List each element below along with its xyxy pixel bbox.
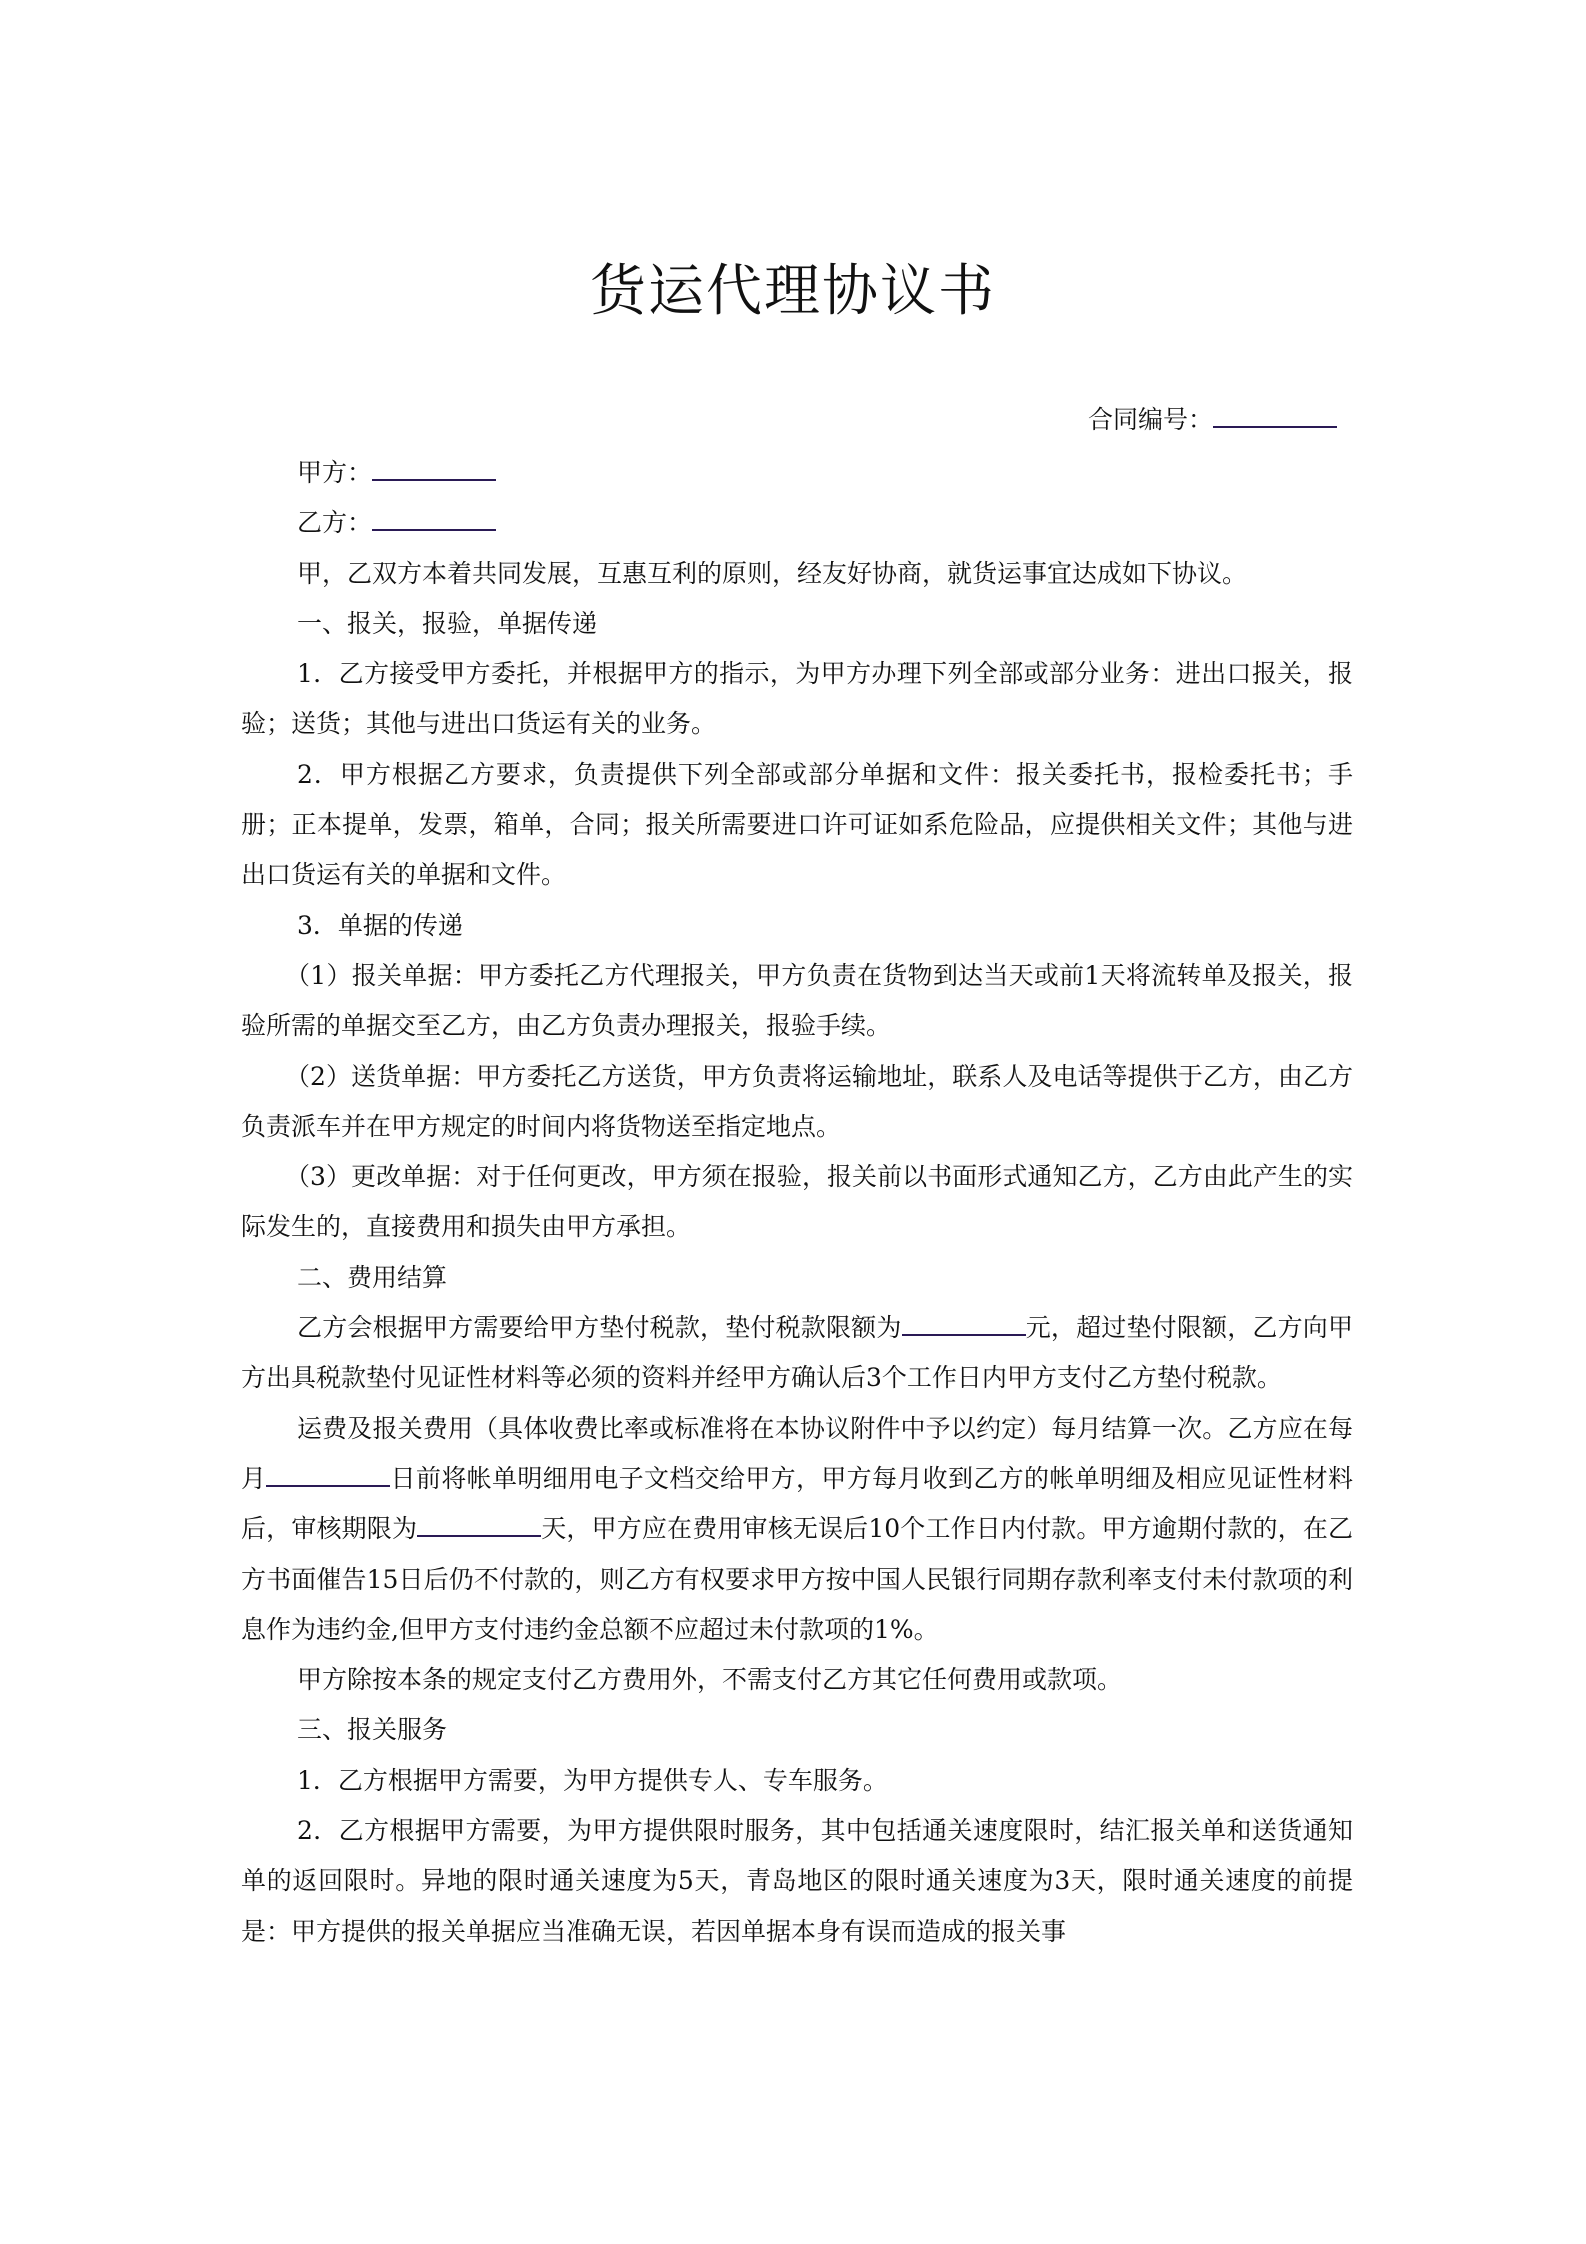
tax-limit-blank[interactable]	[902, 1310, 1026, 1336]
contract-number-blank[interactable]	[1213, 402, 1337, 428]
section1-item3-2: （2）送货单据：甲方委托乙方送货，甲方负责将运输地址，联系人及电话等提供于乙方，由乙方负责派车并在甲方规定的时间内将货物送至指定地点。	[241, 1061, 1353, 1141]
section2-para2	[241, 1404, 1353, 1655]
section1-item3-1: （1）报关单据：甲方委托乙方代理报关，甲方负责在货物到达当天或前1天将流转单及报关，报验所需的单据交至乙方，由乙方负责办理报关，报验手续。	[241, 960, 1353, 1041]
party-a-label: 甲方：	[297, 458, 373, 487]
section1-heading: 一、报关，报验，单据传递	[297, 608, 598, 638]
section2-para1	[241, 1303, 1353, 1404]
contract-number-label: 合同编号：	[1088, 405, 1214, 434]
party-b-label: 乙方：	[297, 508, 373, 538]
section3-item2: 2．乙方根据甲方需要，为甲方提供限时服务，其中包括通关速度限时，结汇报关单和送货通知单的返回限时。异地的限时通关速度为5天，青岛地区的限时通关速度为3天，限时通关速度的前提是：甲方提供的报关单据应当准确无误，若因单据本身有误而造成的报关事	[241, 1816, 1353, 1946]
document-body	[241, 448, 1353, 1957]
review-period-blank[interactable]	[417, 1511, 541, 1537]
section2-para1-text-a: 乙方会根据甲方需要给甲方垫付税款，垫付税款限额为	[297, 1313, 902, 1343]
section1-item1: 1．乙方接受甲方委托，并根据甲方的指示，为甲方办理下列全部或部分业务：进出口报关，报验；送货；其他与进出口货运有关的业务。	[241, 659, 1353, 739]
section1-item3-heading: 3．单据的传递	[297, 910, 463, 940]
billing-day-blank[interactable]	[266, 1461, 390, 1487]
section3-item1: 1．乙方根据甲方需要，为甲方提供专人、专车服务。	[297, 1765, 888, 1795]
section1-item3-3: （3）更改单据：对于任何更改，甲方须在报验，报关前以书面形式通知乙方，乙方由此产生的实际发生的，直接费用和损失由甲方承担。	[241, 1162, 1353, 1242]
section2-heading: 二、费用结算	[297, 1262, 448, 1292]
document-title: 货运代理协议书	[590, 259, 996, 324]
party-a-blank[interactable]	[372, 455, 496, 481]
party-a-line	[241, 448, 1353, 498]
section2-para2-text-c: 天，甲方应在费用审核无误后10个工作日内付款。甲方逾期付款的，在乙方书面催告15日后仍不付款的，则乙方有权要求甲方按中国人民银行同期存款利率支付未付款项的利息作为违约金,但甲方支付违约金总额不应超过未付款项的1%。	[241, 1514, 1353, 1644]
section3-heading: 三、报关服务	[297, 1715, 448, 1745]
contract-number-line	[1088, 402, 1337, 437]
preamble: 甲，乙双方本着共同发展，互惠互利的原则，经友好协商，就货运事宜达成如下协议。	[297, 558, 1248, 588]
section2-para2-text-b: 日前将帐单明细用电子文档交给甲方，甲方每月收到乙方的帐单明细及相应见证性材料后，审核期限为	[241, 1463, 1353, 1544]
section2-para1-text-b: 元，超过垫付限额，乙方向甲方出具税款垫付见证性材料等必须的资料并经甲方确认后3个工作日内甲方支付乙方垫付税款。	[241, 1313, 1353, 1393]
party-b-blank[interactable]	[372, 505, 496, 531]
section2-para2-text-a: 运费及报关费用（具体收费比率或标准将在本协议附件中予以约定）每月结算一次。乙方应在每月	[241, 1413, 1353, 1493]
party-b-line	[241, 498, 1353, 548]
section1-item2: 2．甲方根据乙方要求，负责提供下列全部或部分单据和文件：报关委托书，报检委托书；手册；正本提单，发票，箱单，合同；报关所需要进口许可证如系危险品，应提供相关文件；其他与进出口货运有关的单据和文件。	[241, 759, 1353, 890]
section2-para3: 甲方除按本条的规定支付乙方费用外，不需支付乙方其它任何费用或款项。	[297, 1665, 1123, 1695]
